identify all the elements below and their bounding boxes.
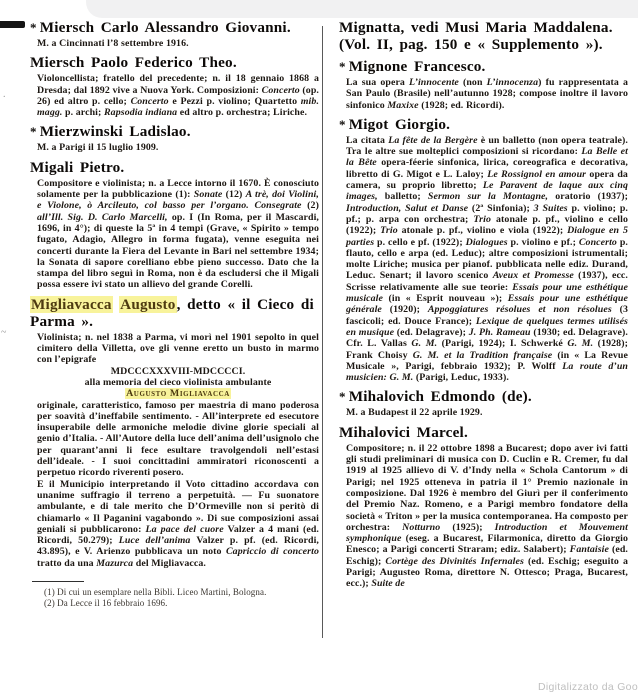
paragraph: M. a Budapest il 22 aprile 1929. bbox=[346, 407, 483, 419]
entry-mihalovich bbox=[339, 388, 628, 418]
entry-heading bbox=[339, 19, 628, 53]
scan-speck: . bbox=[3, 89, 6, 100]
entry-heading-text: Miersch Paolo Federico Theo. bbox=[30, 54, 237, 72]
footnote-block bbox=[30, 581, 319, 609]
entry-body bbox=[37, 73, 319, 118]
asterisk-marker: * bbox=[30, 20, 37, 35]
asterisk-marker: * bbox=[339, 116, 346, 132]
paragraph: M. a Cincinnati l’8 settembre 1916. bbox=[37, 38, 189, 49]
entry-mierzwinski bbox=[30, 123, 319, 153]
entry-heading-text: Miersch Carlo Alessandro Giovanni. bbox=[39, 19, 291, 36]
paragraph: La sua opera L’innocente (non L’innocenza) fu rappresentata a San Paulo (Brasile) nell’autunno 1928; compose inoltre il lavoro sinfonico Maxixe (1928; ed. Ricordi). bbox=[346, 77, 628, 111]
entry-heading bbox=[339, 116, 628, 133]
paragraph: La citata La fête de la Bergère è un balletto (non opera teatrale). Tra le altre sue molteplici composizioni si ricordano: La Belle et la Bête opera-féerie sinfonica, lirica, coreografica e decorativa, libretto di G. Migot e L. Laloy; Le Rossignol en amour opera da camera, su proprio libretto; Le Paravent de laque aux cinq images, balletto; Sermon sur la Montagne, oratorio (1937); Introduction, Salut et Danse (2ª Sinfonia); 3 Suites p. violino; p. pf.; p. arpa con orchestra; Trio atonale p. pf., violino e cello (1922); Trio atonale p. pf., violino e viola (1922); Dialogue en 5 parties p. cello e pf. (1922); Dialogues p. violino e pf.; Concerto p. flauto, cello e arpa (ed. Leduc); altre composizioni istrumentali; molte Liriche; musica per pianof. pubblicata nelle ediz. Durand, Leduc. Senart; il lavoro scenico Aveux et Promesse (1937), ecc. Scrisse relativamente alle sue teorie: Essais pour une esthétique musicale (in « Esprit nouveau »); Essais pour une esthétique générale (1920); Appoggiatures résolues et non résolues (3 fascicoli; ed. Douce France); Lexique de quelques termes utilisés en musique (ed. Delagrave); J. Ph. Rameau (1930; ed. Delagrave). Cfr. L. Vallas G. M. (Parigi, 1924); I. Schwerké G. M. (1928); Frank Choisy G. M. et la Tradition française (in « La Revue Musicale », Parigi, febbraio 1932); P. Wolff La route d’un musicien: G. M. (Parigi, Leduc, 1933). bbox=[346, 134, 629, 384]
paragraph: E il Municipio interpretando il Voto cittadino accordava con unanime suffragio il terreno a perpetuità. — Fu suonatore ambulante, e di tale merito che D’Ormeville non si peritò di chiamarlo « Il Paganini vagabondo ». Di sue composizioni assai geniali si pubblicarono: La pace del cuore Valzer a 4 mani (ed. Ricordi, 50.279); Luce dell’anima Valzer p. pf. (ed. Ricordi, 43.895), e V. Arienzo pubblicava un noto Capriccio di concerto tratto da una Mazurca del Migliavacca. bbox=[37, 478, 319, 569]
entry-migot bbox=[339, 116, 628, 384]
entry-body bbox=[346, 443, 628, 590]
paragraph: Violoncellista; fratello del precedente; n. il 18 gennaio 1868 a Dresda; dal 1892 vive a Nuova York. Composizioni: Concerto (op. 26) ed altro p. cello; Concerto e Pezzi p. violino; Quartetto mib. magg. p. archi; Rapsodia indiana ed altro p. orchestra; Liriche. bbox=[37, 73, 320, 119]
right-column bbox=[339, 16, 628, 595]
column-divider bbox=[322, 26, 323, 638]
entry-heading bbox=[30, 123, 319, 140]
scan-left-edge-mark bbox=[0, 21, 25, 28]
epigraph-line: alla memoria del cieco violinista ambulante bbox=[84, 376, 272, 388]
entry-body bbox=[346, 407, 628, 418]
paragraph: Compositore e violinista; n. a Lecce intorno il 1670. È conosciuto solamente per la pubblicazione (1): Sonate (12) A trè, doi Violini, e Violone, ò Arcileuto, col basso per l’organo. Consegrate (2) all’Ill. Sig. D. Carlo Marcelli, op. I (In Roma, per il Mascardi, 1696, in 4°); di queste la 5ª in 4 tempi (Grave, « Spirito » tempo fugato, Adagio, Allegro in forma fugata), venne eseguita nei concerti durante la Fiera del Levante in Bari nel settembre 1934; la Sonata di sapore corelliano ebbe pieno successo. Dato che la stampa del libro seguì in Roma, non è da escludersi che il Migali possa essere ivi stato un allievo del grande Corelli. bbox=[37, 177, 319, 291]
entry-miersch-carlo bbox=[30, 19, 319, 49]
entry-body bbox=[37, 178, 319, 291]
entry-body bbox=[346, 77, 628, 111]
asterisk-marker: * bbox=[339, 59, 346, 74]
entry-heading bbox=[30, 159, 319, 176]
footnote-2: (2) Da Lecce il 16 febbraio 1696. bbox=[44, 597, 168, 608]
entry-migali bbox=[30, 159, 319, 291]
digitization-watermark: Digitalizzato da Goo bbox=[538, 681, 638, 693]
entry-heading bbox=[30, 54, 319, 71]
entry-heading bbox=[339, 388, 628, 405]
entry-heading-text: Migot Giorgio. bbox=[348, 115, 451, 133]
left-column bbox=[30, 16, 319, 609]
entry-body bbox=[346, 135, 628, 384]
paragraph: M. a Parigi il 15 luglio 1909. bbox=[37, 142, 159, 154]
asterisk-marker: * bbox=[30, 124, 37, 140]
footnote-1: (1) Di cui un esemplare nella Bibli. Liceo Martini, Bologna. bbox=[44, 586, 267, 597]
entry-heading bbox=[339, 58, 628, 75]
paragraph: originale, caratteristico, famoso per maestria di mano poderosa per soavità d’ineffabile sentimento. - All’interprete ed esecutore insuperabile delle armoniche melodie divine glorie speciali al genio d’Italia. - All’Autore della luce dell’anima dell’usignolo che per quarant’anni li fece esultare travolgendoli nell’estasi dell’ideale. - I suoi concittadini ammiratori riconoscenti a perpetuo ricordo riverenti posero. bbox=[37, 399, 319, 479]
entry-heading-highlighted bbox=[30, 296, 319, 330]
entry-heading-text: Mignone Francesco. bbox=[348, 58, 486, 75]
entry-mignatta bbox=[339, 19, 628, 53]
entry-heading bbox=[30, 19, 319, 36]
paragraph: Compositore; n. il 22 ottobre 1898 a Bucarest; dopo aver ivi fatti gli studi preliminari di musica con D. Cuclin e R. Cremer, fu dal 1919 al 1925 allievo di V. d’Indy nella « Schola Cantorum » di Parigi; nel 1925 otteneva in patria il 1° Premio nazionale in composizione. Dal 1926 è membro del Giurì per il conferimento del Premio Naz. Romeno, e a Parigi membro fondatore della società « Triton » per la musica contemporanea. Ha composto per orchestra: Notturno (1925); Introduction et Mouvement symphonique (eseg. a Bucarest, Filarmonica, diretto da Giorgio Enesco; a Parigi concerti Straram; ediz. Salabert); Fantaisie (ed. Eschig); Cortège des Divinités Infernales (ed. Eschig; eseguito a Parigi; Augusteo Roma, direttore N. Ottesco; Praga, Bucarest, ecc.); Suite de bbox=[346, 442, 628, 590]
highlighted-name-line: Augusto Migliavacca bbox=[126, 388, 230, 400]
entry-heading-text: Migliavacca Augusto, detto « il Cieco di Parma ». bbox=[30, 295, 314, 330]
entry-body bbox=[37, 142, 319, 153]
scan-speck: ~ bbox=[1, 327, 7, 338]
entry-heading-text: Mihalovici Marcel. bbox=[339, 423, 468, 441]
entry-heading-text: Mihalovich Edmondo (de). bbox=[348, 388, 532, 406]
paragraph: Violinista; n. nel 1838 a Parma, vi morì nel 1901 sepolto in quel cimitero della Villetta, ove gli venne eretto un busto in marmo con l’epigrafe bbox=[37, 331, 319, 366]
entry-heading-text: Mierzwinski Ladislao. bbox=[39, 123, 191, 141]
entry-miersch-paolo bbox=[30, 54, 319, 118]
footnote-rule bbox=[32, 581, 84, 582]
entry-heading-text: Mignatta, vedi Musi Maria Maddalena. (Vol. II, pag. 150 e « Supplemento »). bbox=[339, 19, 613, 53]
asterisk-marker: * bbox=[339, 389, 346, 405]
entry-heading bbox=[339, 424, 628, 441]
entry-migliavacca bbox=[30, 296, 319, 569]
entry-body bbox=[37, 332, 319, 569]
entry-mihalovici bbox=[339, 424, 628, 590]
entry-mignone bbox=[339, 58, 628, 111]
epigraph-dates: MDCCCXXXVIII-MDCCCCI. bbox=[110, 365, 246, 377]
entry-body bbox=[37, 38, 319, 49]
entry-heading-text: Migali Pietro. bbox=[30, 158, 125, 176]
